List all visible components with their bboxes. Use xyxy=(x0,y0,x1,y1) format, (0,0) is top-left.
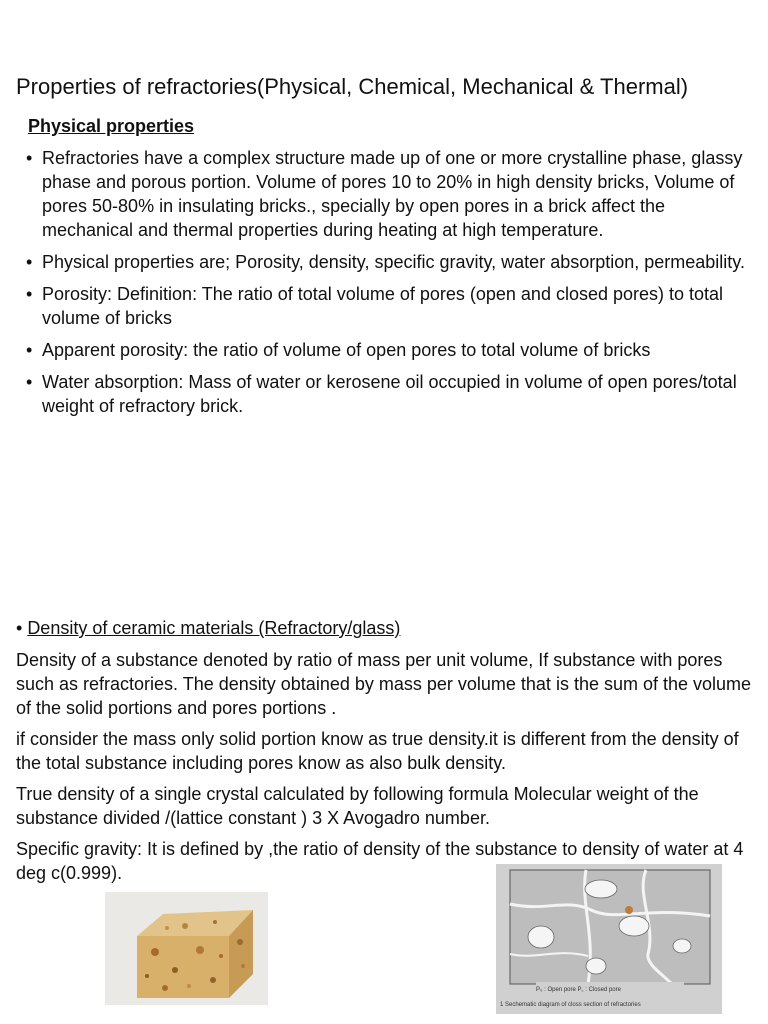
list-item: • Water absorption: Mass of water or kerosene oil occupied in volume of open pores/total weight of refractory brick. xyxy=(24,370,760,418)
slide-title: Properties of refractories(Physical, Chemical, Mechanical & Thermal) xyxy=(16,74,689,99)
list-item: • Refractories have a complex structure made up of one or more crystalline phase, glassy phase and porous portion. Volume of pores 10 to 20% in high density bricks, Volume of pores 50-80% in insulating bricks., specially by open pores in a brick affect the mechanical and thermal properties during heating at high temperature. xyxy=(24,146,760,242)
pore-cross-section-diagram xyxy=(496,864,722,1014)
list-item: • Apparent porosity: the ratio of volume of open pores to total volume of bricks xyxy=(24,338,760,362)
list-item: • Physical properties are; Porosity, density, specific gravity, water absorption, permeability. xyxy=(24,250,760,274)
density-paragraphs xyxy=(16,648,756,892)
list-item: • Porosity: Definition: The ratio of total volume of pores (open and closed pores) to total volume of bricks xyxy=(24,282,760,330)
diagram-legend: P₀ : Open pore P꜀ : Closed pore xyxy=(536,987,621,993)
slide-density xyxy=(0,512,768,1024)
refractory-brick-image xyxy=(105,892,268,1005)
physical-properties-list xyxy=(24,146,760,426)
diagram-caption: 1 Sechematic diagram of closs section of refractories xyxy=(500,1002,641,1008)
paragraph: Density of a substance denoted by ratio of mass per unit volume, If substance with pores such as refractories. The density obtained by mass per volume that is the sum of the volume of the solid portions and pores portions . xyxy=(16,650,752,718)
pore-diagram-icon xyxy=(496,864,722,1014)
bullet-marker: • xyxy=(16,618,28,638)
paragraph: Specific gravity: It is defined by ,the ratio of density of the substance to density of water at 4 deg c(0.999). xyxy=(16,839,744,883)
paragraph: if consider the mass only solid portion know as true density.it is different from the density of the total substance including pores know as also bulk density. xyxy=(16,729,739,773)
paragraph: True density of a single crystal calculated by following formula Molecular weight of the substance divided /(lattice constant ) 3 X Avogadro number. xyxy=(16,784,699,828)
brick-icon xyxy=(105,892,268,1005)
density-heading xyxy=(16,616,400,640)
density-heading-text: Density of ceramic materials (Refractory/glass) xyxy=(27,618,401,638)
physical-properties-heading: Physical properties xyxy=(28,116,195,136)
